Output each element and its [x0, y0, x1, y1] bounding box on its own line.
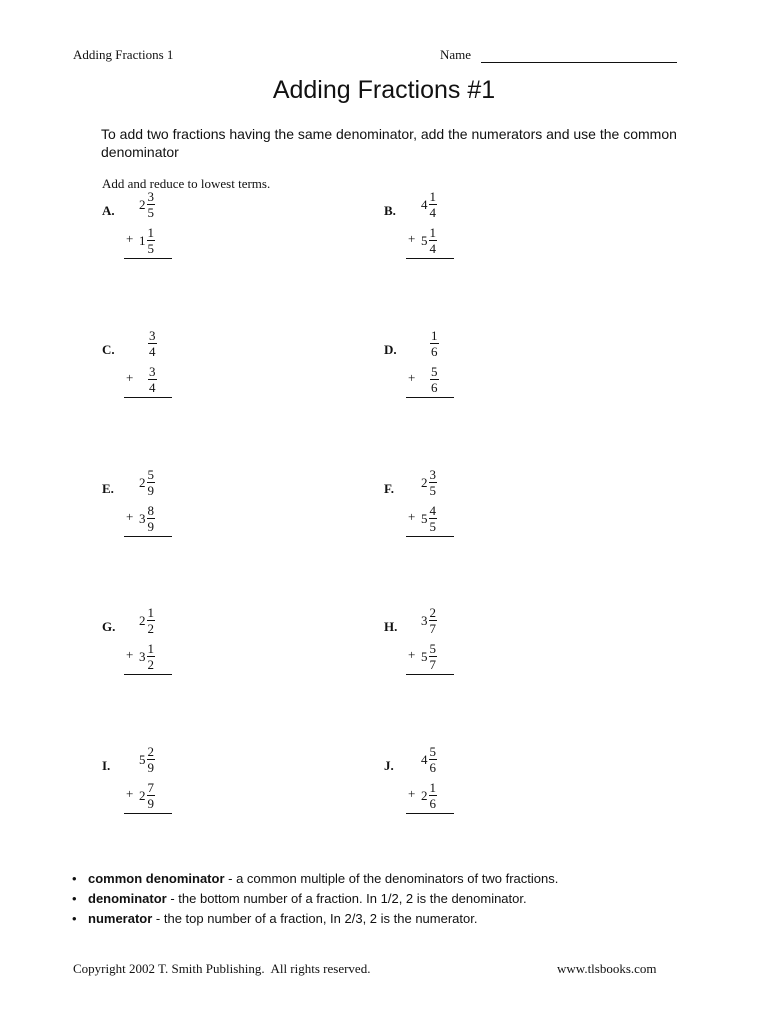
plus-sign: + [126, 509, 134, 524]
denominator: 7 [429, 621, 436, 636]
bullet-icon: • [72, 891, 77, 906]
whole-number: 5 [421, 510, 428, 526]
mixed-number [421, 641, 437, 672]
denominator: 6 [431, 380, 438, 395]
denominator: 4 [149, 380, 156, 395]
mixed-number [139, 744, 155, 775]
plus-sign: + [126, 231, 134, 246]
plus-sign: + [408, 786, 416, 801]
problem-d [384, 328, 544, 422]
fraction [147, 641, 156, 672]
fraction [147, 467, 156, 498]
fraction [148, 328, 157, 359]
definition-text: - the bottom number of a fraction. In 1/2, 2 is the denominator. [166, 891, 527, 906]
problem-label: A. [102, 203, 115, 218]
plus-sign: + [126, 647, 134, 662]
denominator: 9 [147, 796, 154, 811]
plus-sign: + [408, 370, 416, 385]
fraction [147, 744, 156, 775]
problem-label: B. [384, 203, 396, 218]
mixed-number [139, 641, 155, 672]
website-link[interactable]: www.tlsbooks.com [557, 961, 657, 976]
whole-number: 3 [139, 510, 146, 526]
denominator: 4 [429, 205, 436, 220]
numerator: 3 [149, 364, 156, 379]
plus-sign: + [408, 647, 416, 662]
whole-number: 5 [421, 232, 428, 248]
answer-line[interactable] [406, 397, 454, 398]
answer-line[interactable] [124, 674, 172, 675]
worksheet-code: Adding Fractions 1 [73, 47, 174, 62]
numerator: 1 [147, 641, 154, 656]
whole-number: 2 [421, 787, 428, 803]
numerator: 1 [429, 225, 436, 240]
problem-g [102, 605, 262, 699]
answer-line[interactable] [124, 813, 172, 814]
mixed-number [148, 328, 157, 359]
fraction [147, 503, 156, 534]
numerator: 2 [429, 605, 436, 620]
denominator: 4 [429, 241, 436, 256]
numerator: 5 [429, 744, 436, 759]
whole-number: 1 [139, 232, 146, 248]
mixed-number [421, 503, 437, 534]
fraction [429, 189, 438, 220]
whole-number: 5 [421, 648, 428, 664]
definition-text: - the top number of a fraction, In 2/3, 2 is the numerator. [152, 911, 478, 926]
mixed-number [430, 364, 439, 395]
problem-label: J. [384, 758, 394, 773]
mixed-number [139, 503, 155, 534]
fraction [429, 780, 438, 811]
problem-c [102, 328, 262, 422]
mixed-number [421, 605, 437, 636]
fraction [148, 364, 157, 395]
answer-line[interactable] [124, 258, 172, 259]
denominator: 6 [431, 344, 438, 359]
bullet-icon: • [72, 911, 77, 926]
whole-number: 3 [421, 612, 428, 628]
fraction [430, 328, 439, 359]
mixed-number [139, 189, 155, 220]
definitions-list [72, 871, 712, 931]
denominator: 5 [147, 205, 154, 220]
whole-number: 4 [421, 196, 428, 212]
answer-line[interactable] [406, 813, 454, 814]
answer-line[interactable] [124, 397, 172, 398]
mixed-number [148, 364, 157, 395]
numerator: 5 [431, 364, 438, 379]
denominator: 5 [429, 483, 436, 498]
mixed-number [430, 328, 439, 359]
denominator: 5 [147, 241, 154, 256]
fraction [429, 641, 438, 672]
whole-number: 5 [139, 751, 146, 767]
numerator: 5 [147, 467, 154, 482]
definition-item [72, 871, 712, 891]
numerator: 3 [149, 328, 156, 343]
fraction [147, 189, 156, 220]
numerator: 1 [147, 225, 154, 240]
plus-sign: + [126, 786, 134, 801]
denominator: 5 [429, 519, 436, 534]
denominator: 6 [429, 760, 436, 775]
mixed-number [139, 780, 155, 811]
denominator: 9 [147, 760, 154, 775]
definition-item [72, 911, 712, 931]
mixed-number [139, 605, 155, 636]
answer-line[interactable] [406, 536, 454, 537]
name-blank-line[interactable] [481, 62, 677, 63]
denominator: 4 [149, 344, 156, 359]
problem-label: C. [102, 342, 115, 357]
numerator: 4 [429, 503, 436, 518]
fraction [430, 364, 439, 395]
whole-number: 2 [139, 787, 146, 803]
whole-number: 2 [139, 196, 146, 212]
numerator: 5 [429, 641, 436, 656]
whole-number: 3 [139, 648, 146, 664]
mixed-number [421, 189, 437, 220]
numerator: 1 [429, 780, 436, 795]
problem-f [384, 467, 544, 561]
bullet-icon: • [72, 871, 77, 886]
mixed-number [421, 467, 437, 498]
denominator: 9 [147, 483, 154, 498]
denominator: 9 [147, 519, 154, 534]
answer-line[interactable] [124, 536, 172, 537]
mixed-number [421, 744, 437, 775]
name-label: Name [440, 47, 472, 62]
problem-label: I. [102, 758, 111, 773]
numerator: 1 [429, 189, 436, 204]
problem-j [384, 744, 544, 838]
plus-sign: + [126, 370, 134, 385]
denominator: 2 [147, 621, 154, 636]
page-title: Adding Fractions #1 [272, 76, 496, 104]
answer-line[interactable] [406, 674, 454, 675]
problem-label: D. [384, 342, 397, 357]
mixed-number [139, 467, 155, 498]
definition-item [72, 891, 712, 911]
numerator: 3 [429, 467, 436, 482]
whole-number: 2 [421, 474, 428, 490]
definition-term: denominator [88, 891, 167, 906]
mixed-number [139, 225, 155, 256]
mixed-number [421, 225, 437, 256]
instructions-text: Add and reduce to lowest terms. [102, 176, 271, 191]
definition-text: - a common multiple of the denominators of two fractions. [224, 871, 559, 886]
denominator: 7 [429, 657, 436, 672]
fraction [147, 780, 156, 811]
denominator: 6 [429, 796, 436, 811]
problem-label: G. [102, 619, 116, 634]
problem-e [102, 467, 262, 561]
answer-line[interactable] [406, 258, 454, 259]
numerator: 1 [431, 328, 438, 343]
fraction [147, 225, 156, 256]
denominator: 2 [147, 657, 154, 672]
problem-label: E. [102, 481, 114, 496]
definition-term: numerator [88, 911, 153, 926]
numerator: 8 [147, 503, 154, 518]
whole-number: 2 [139, 474, 146, 490]
problem-label: F. [384, 481, 394, 496]
fraction [429, 503, 438, 534]
plus-sign: + [408, 509, 416, 524]
problem-h [384, 605, 544, 699]
numerator: 3 [147, 189, 154, 204]
numerator: 1 [147, 605, 154, 620]
fraction [429, 605, 438, 636]
fraction [429, 467, 438, 498]
numerator: 2 [147, 744, 154, 759]
mixed-number [421, 780, 437, 811]
whole-number: 2 [139, 612, 146, 628]
numerator: 7 [147, 780, 154, 795]
problem-i [102, 744, 262, 838]
problem-b [384, 189, 544, 283]
definition-term: common denominator [88, 871, 225, 886]
fraction [147, 605, 156, 636]
fraction [429, 225, 438, 256]
problem-label: H. [384, 619, 398, 634]
problem-a [102, 189, 262, 283]
whole-number: 4 [421, 751, 428, 767]
fraction [429, 744, 438, 775]
plus-sign: + [408, 231, 416, 246]
copyright-text: Copyright 2002 T. Smith Publishing. All rights reserved. [73, 961, 371, 976]
intro-text: To add two fractions having the same denominator, add the numerators and use the common denominator [101, 126, 677, 160]
